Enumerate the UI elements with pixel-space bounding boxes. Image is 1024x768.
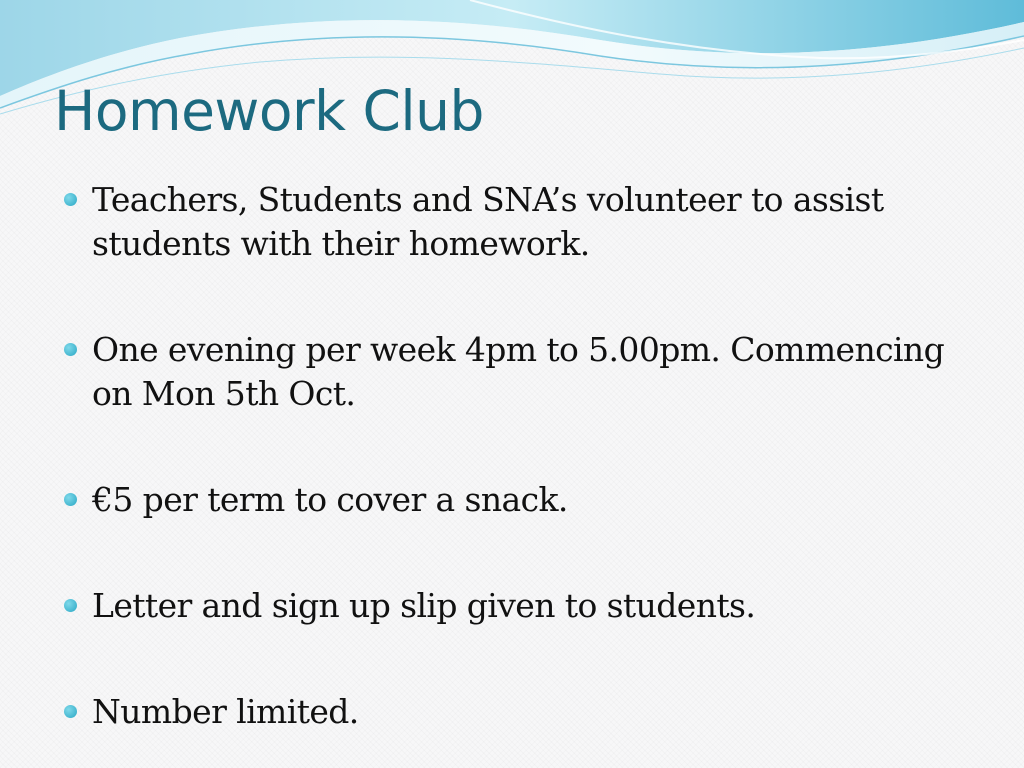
bullet-list bbox=[64, 178, 964, 734]
bullet-text: €5 per term to cover a snack. bbox=[92, 480, 568, 519]
bullet-item bbox=[64, 478, 964, 522]
bullet-text: One evening per week 4pm to 5.00pm. Commencing on Mon 5th Oct. bbox=[92, 330, 945, 413]
bullet-item bbox=[64, 178, 964, 266]
bullet-text: Letter and sign up slip given to students. bbox=[92, 586, 756, 625]
bullet-dot-icon bbox=[64, 599, 77, 612]
bullet-dot-icon bbox=[64, 493, 77, 506]
bullet-item bbox=[64, 584, 964, 628]
bullet-dot-icon bbox=[64, 343, 77, 356]
bullet-item bbox=[64, 690, 964, 734]
bullet-dot-icon bbox=[64, 705, 77, 718]
bullet-item bbox=[64, 328, 964, 416]
bullet-text: Teachers, Students and SNA’s volunteer to assist students with their homework. bbox=[92, 180, 884, 263]
bullet-text: Number limited. bbox=[92, 692, 359, 731]
slide-title: Homework Club bbox=[54, 79, 484, 143]
bullet-dot-icon bbox=[64, 193, 77, 206]
